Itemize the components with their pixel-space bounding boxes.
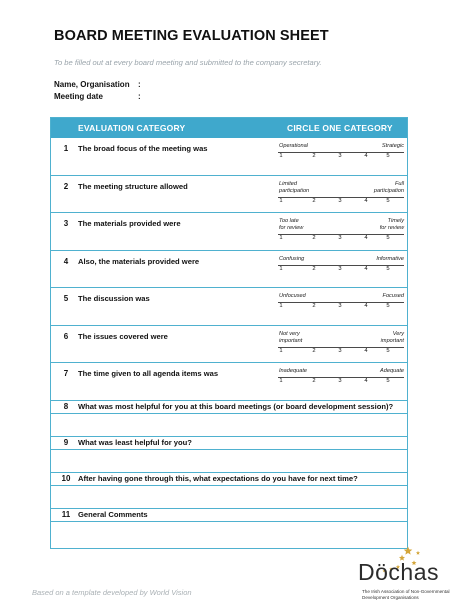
scale-option-3[interactable]: 3	[338, 303, 342, 309]
rating-row	[51, 363, 407, 401]
question-number: 11	[61, 509, 71, 519]
rating-scale[interactable]	[278, 181, 404, 207]
scale-option-3[interactable]: 3	[338, 153, 342, 159]
scale-option-4[interactable]: 4	[364, 378, 368, 384]
scale-option-4[interactable]: 4	[364, 197, 368, 204]
scale-high-label: Focused	[382, 293, 404, 299]
scale-numbers	[278, 348, 404, 356]
star-icon	[404, 547, 413, 555]
scale-option-5[interactable]: 5	[386, 235, 390, 241]
scale-option-1[interactable]: 1	[279, 153, 283, 159]
scale-option-1[interactable]: 1	[279, 303, 283, 309]
answer-area[interactable]	[51, 450, 407, 472]
question-number: 8	[63, 401, 69, 411]
open-question-row	[51, 437, 407, 473]
star-icon	[416, 551, 420, 555]
question-text: Also, the materials provided were	[78, 256, 200, 266]
rating-row	[51, 288, 407, 326]
question-number: 2	[63, 181, 69, 191]
logo-tagline: The Irish Association of Non-Governmental Development Organisations	[362, 589, 450, 600]
question-number: 9	[63, 437, 69, 447]
question-number: 5	[63, 294, 69, 303]
question-text: The discussion was	[78, 294, 150, 303]
question-text: The time given to all agenda items was	[78, 369, 219, 378]
scale-option-2[interactable]: 2	[312, 235, 316, 241]
question-text: The meeting structure allowed	[78, 181, 188, 191]
scale-numbers	[278, 153, 404, 161]
question-text: The issues covered were	[78, 331, 168, 341]
scale-high-label: Full participation	[373, 180, 404, 194]
answer-area[interactable]	[51, 414, 407, 436]
scale-option-2[interactable]: 2	[312, 378, 316, 384]
question-text: The broad focus of the meeting was	[78, 144, 208, 153]
rating-scale[interactable]	[278, 368, 404, 394]
scale-low-label: Confusing	[279, 255, 305, 262]
scale-numbers	[278, 303, 404, 311]
answer-area[interactable]	[51, 486, 407, 508]
open-question-row	[51, 509, 407, 545]
open-question-row	[51, 473, 407, 509]
rating-scale[interactable]	[278, 256, 404, 282]
scale-option-5[interactable]: 5	[386, 153, 390, 159]
scale-option-1[interactable]: 1	[279, 347, 283, 354]
scale-option-2[interactable]: 2	[312, 153, 316, 159]
scale-option-1[interactable]: 1	[279, 197, 283, 204]
scale-option-4[interactable]: 4	[364, 235, 368, 241]
scale-high-label: Very important	[380, 330, 404, 344]
scale-option-3[interactable]: 3	[338, 347, 342, 354]
scale-option-3[interactable]: 3	[338, 197, 342, 204]
scale-option-5[interactable]: 5	[386, 265, 390, 272]
evaluation-table	[50, 117, 408, 549]
meeting-date-colon: :	[138, 92, 141, 101]
question-number: 1	[63, 144, 69, 153]
scale-option-2[interactable]: 2	[312, 347, 316, 354]
open-question-row	[51, 401, 407, 437]
scale-option-1[interactable]: 1	[279, 265, 283, 272]
scale-high-label: Timely for review	[379, 218, 404, 231]
scale-option-5[interactable]: 5	[386, 303, 390, 309]
answer-area[interactable]	[51, 522, 407, 545]
scale-numbers	[278, 378, 404, 386]
name-field-text: Name, Organisation	[54, 80, 130, 89]
scale-option-5[interactable]: 5	[386, 347, 390, 354]
rating-scale[interactable]	[278, 331, 404, 357]
scale-option-2[interactable]: 2	[312, 303, 316, 309]
dochas-logo	[358, 545, 470, 611]
scale-low-label: Inadequate	[279, 368, 307, 374]
header-evaluation-category: EVALUATION CATEGORY	[78, 123, 186, 133]
rating-row	[51, 138, 407, 176]
header-circle-one-category: CIRCLE ONE CATEGORY	[287, 123, 393, 133]
meeting-date-label	[54, 92, 141, 101]
rating-scale[interactable]	[278, 293, 404, 319]
scale-high-label: Strategic	[381, 143, 404, 149]
question-number: 4	[63, 256, 69, 266]
rating-scale[interactable]	[278, 218, 404, 244]
meeting-date-text: Meeting date	[54, 92, 103, 101]
scale-option-4[interactable]: 4	[364, 153, 368, 159]
scale-option-2[interactable]: 2	[312, 197, 316, 204]
scale-high-label: Adequate	[380, 368, 404, 374]
scale-option-3[interactable]: 3	[338, 265, 342, 272]
scale-option-4[interactable]: 4	[364, 347, 368, 354]
name-field-colon: :	[138, 80, 141, 89]
rating-row	[51, 326, 407, 364]
question-number: 6	[63, 331, 69, 341]
scale-option-4[interactable]: 4	[364, 265, 368, 272]
rating-row	[51, 213, 407, 251]
question-text: General Comments	[78, 509, 148, 519]
name-field-label	[54, 80, 141, 89]
question-number: 10	[61, 473, 71, 483]
scale-low-label: Unfocused	[279, 293, 306, 299]
scale-low-label: Not very important	[279, 330, 303, 344]
rating-row	[51, 251, 407, 289]
scale-option-1[interactable]: 1	[279, 378, 283, 384]
scale-option-3[interactable]: 3	[338, 235, 342, 241]
scale-option-5[interactable]: 5	[386, 197, 390, 204]
scale-high-label: Informative	[376, 255, 404, 262]
scale-option-5[interactable]: 5	[386, 378, 390, 384]
scale-option-2[interactable]: 2	[312, 265, 316, 272]
question-number: 7	[63, 369, 69, 378]
question-number: 3	[63, 219, 69, 228]
question-text: The materials provided were	[78, 219, 181, 228]
scale-numbers	[278, 266, 404, 274]
scale-low-label: Limited participation	[279, 180, 310, 194]
question-text: What was least helpful for you?	[78, 437, 192, 447]
footer-credit: Based on a template developed by World Vision	[32, 588, 192, 597]
page-subtitle: To be filled out at every board meeting and submitted to the company secretary.	[54, 58, 322, 67]
logo-word: Döchas	[358, 559, 439, 585]
scale-low-label: Too late for review	[279, 218, 304, 231]
scale-numbers	[278, 235, 404, 243]
page-title: BOARD MEETING EVALUATION SHEET	[54, 28, 329, 44]
table-header	[51, 118, 407, 138]
rating-scale[interactable]	[278, 143, 404, 169]
scale-option-3[interactable]: 3	[338, 378, 342, 384]
scale-low-label: Operational	[279, 143, 308, 149]
scale-option-1[interactable]: 1	[279, 235, 283, 241]
scale-numbers	[278, 198, 404, 206]
scale-option-4[interactable]: 4	[364, 303, 368, 309]
question-text: After having gone through this, what expectations do you have for next time?	[78, 473, 358, 483]
rating-row	[51, 176, 407, 214]
question-text: What was most helpful for you at this board meetings (or board development session)?	[78, 401, 394, 411]
